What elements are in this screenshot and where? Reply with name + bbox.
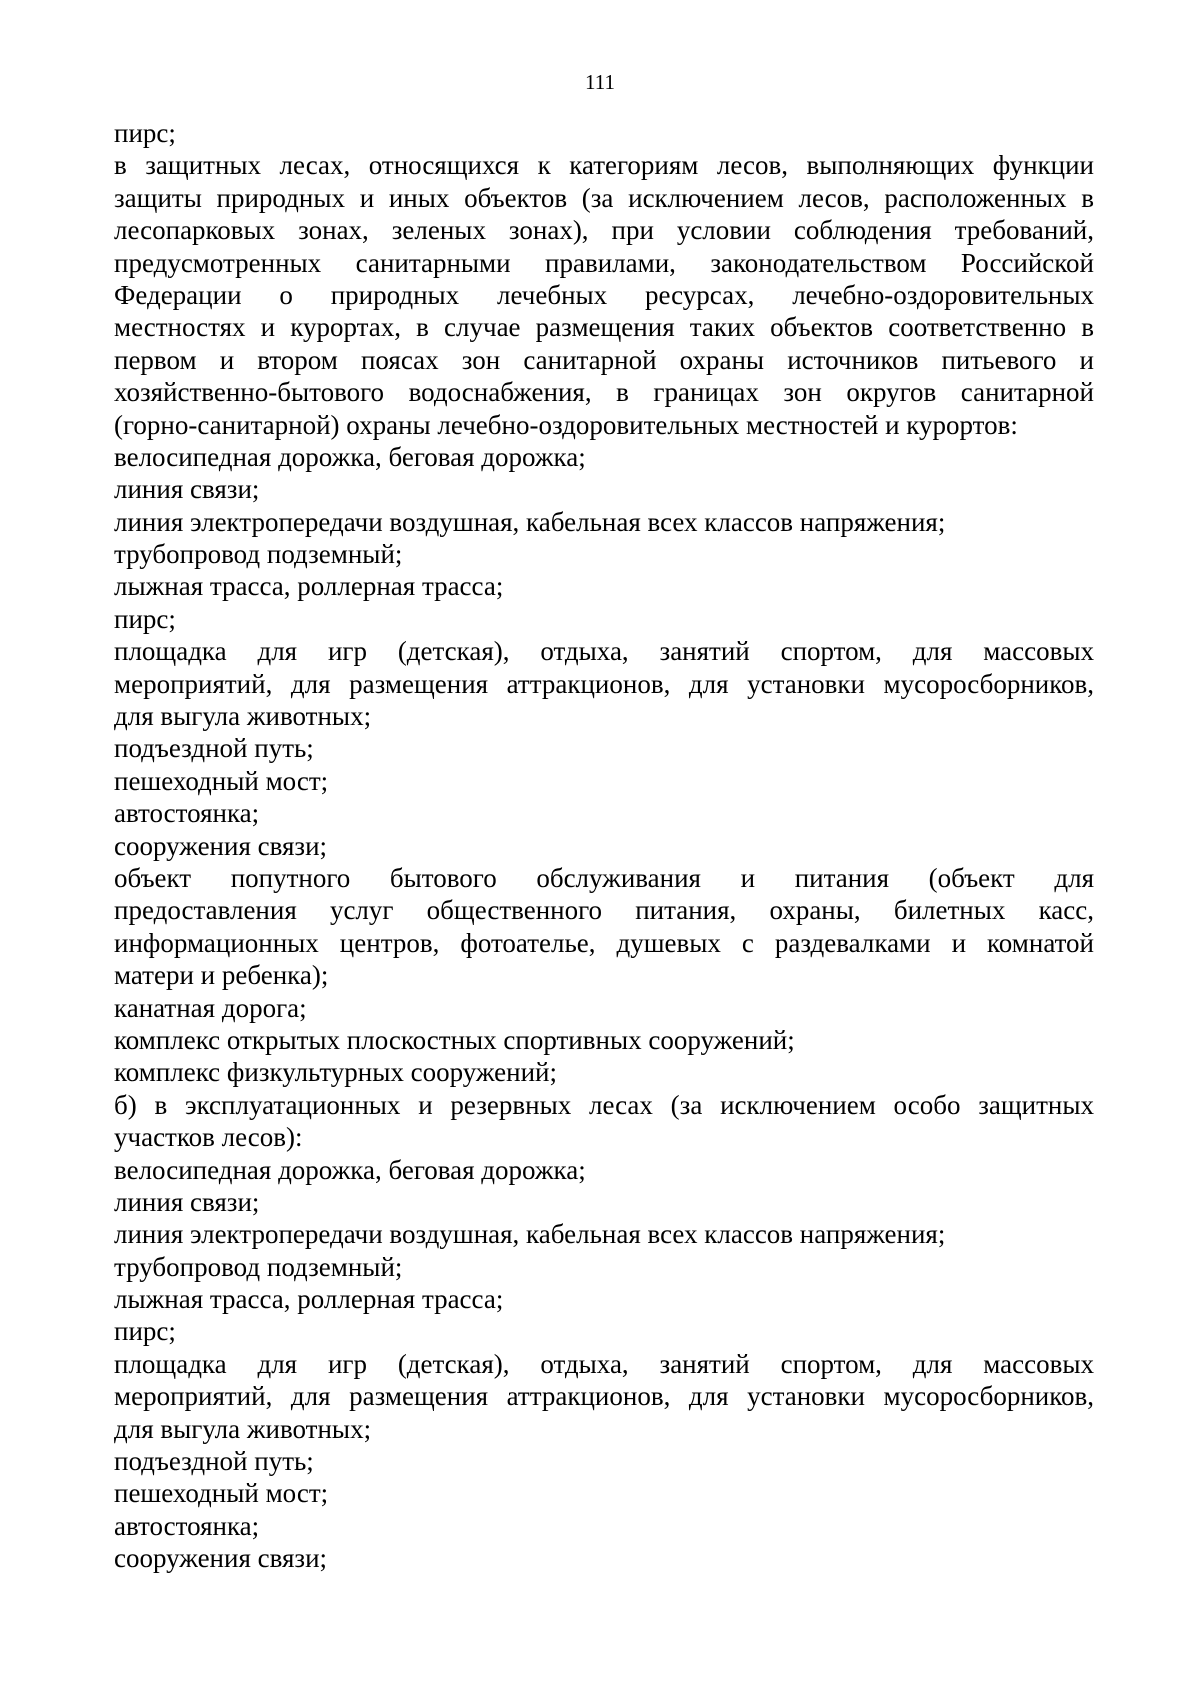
text-line: (горно-санитарной) охраны лечебно-оздоровительных местностей и курортов: xyxy=(114,409,1018,440)
text-line: велосипедная дорожка, беговая дорожка; xyxy=(114,441,586,472)
text-line: сооружения связи; xyxy=(114,1543,328,1574)
text-line: автостоянка; xyxy=(114,798,260,829)
text-line: пирс; xyxy=(114,118,176,148)
document-body xyxy=(114,117,1094,1575)
text-line: защиты природных и иных объектов (за исключением лесов, расположенных в xyxy=(114,182,1094,213)
paragraph xyxy=(114,1089,1094,1154)
paragraph xyxy=(114,1477,1094,1509)
text-line: информационных центров, фотоателье, душевых с раздевалками и комнатой xyxy=(114,927,1094,958)
text-line: матери и ребенка); xyxy=(114,960,329,991)
text-line: подъездной путь; xyxy=(114,733,314,764)
text-line: автостоянка; xyxy=(114,1510,260,1541)
text-line: первом и втором поясах зон санитарной охраны источников питьевого и xyxy=(114,344,1094,375)
text-line: подъездной путь; xyxy=(114,1446,314,1477)
text-line: комплекс открытых плоскостных спортивных сооружений; xyxy=(114,1024,795,1055)
paragraph xyxy=(114,830,1094,862)
paragraph xyxy=(114,1283,1094,1315)
text-line: местностях и курортах, в случае размещения таких объектов соответственно в xyxy=(114,312,1094,343)
text-line: для выгула животных; xyxy=(114,1413,372,1444)
text-line: велосипедная дорожка, беговая дорожка; xyxy=(114,1154,586,1185)
page-number: 111 xyxy=(585,70,615,94)
paragraph xyxy=(114,506,1094,538)
paragraph xyxy=(114,1154,1094,1186)
paragraph xyxy=(114,797,1094,829)
paragraph xyxy=(114,1251,1094,1283)
text-line: площадка для игр (детская), отдыха, занятий спортом, для массовых xyxy=(114,636,1094,667)
text-line: предусмотренных санитарными правилами, законодательством Российской xyxy=(114,247,1094,278)
text-line: пирс; xyxy=(114,1316,176,1347)
text-line: трубопровод подземный; xyxy=(114,539,403,570)
paragraph xyxy=(114,538,1094,570)
paragraph xyxy=(114,732,1094,764)
paragraph xyxy=(114,1445,1094,1477)
paragraph xyxy=(114,1218,1094,1250)
paragraph xyxy=(114,149,1094,441)
text-line: в защитных лесах, относящихся к категориям лесов, выполняющих функции xyxy=(114,150,1094,181)
paragraph xyxy=(114,473,1094,505)
paragraph xyxy=(114,1315,1094,1347)
text-line: пирс; xyxy=(114,603,176,634)
paragraph xyxy=(114,1024,1094,1056)
paragraph xyxy=(114,635,1094,732)
paragraph xyxy=(114,1186,1094,1218)
text-line: для выгула животных; xyxy=(114,701,372,732)
text-line: комплекс физкультурных сооружений; xyxy=(114,1057,558,1088)
text-line: линия электропередачи воздушная, кабельная всех классов напряжения; xyxy=(114,506,946,537)
paragraph xyxy=(114,765,1094,797)
text-line: сооружения связи; xyxy=(114,830,328,861)
paragraph xyxy=(114,570,1094,602)
text-line: лесопарковых зонах, зеленых зонах), при условии соблюдения требований, xyxy=(114,215,1094,246)
paragraph xyxy=(114,862,1094,992)
text-line: площадка для игр (детская), отдыха, занятий спортом, для массовых xyxy=(114,1348,1094,1379)
paragraph xyxy=(114,441,1094,473)
text-line: канатная дорога; xyxy=(114,992,307,1023)
text-line: пешеходный мост; xyxy=(114,765,329,796)
text-line: мероприятий, для размещения аттракционов, для установки мусоросборников, xyxy=(114,1381,1094,1412)
paragraph xyxy=(114,1056,1094,1088)
text-line: объект попутного бытового обслуживания и питания (объект для xyxy=(114,862,1094,893)
paragraph xyxy=(114,603,1094,635)
text-line: линия электропередачи воздушная, кабельная всех классов напряжения; xyxy=(114,1219,946,1250)
paragraph xyxy=(114,1348,1094,1445)
text-line: трубопровод подземный; xyxy=(114,1251,403,1282)
text-line: пешеходный мост; xyxy=(114,1478,329,1509)
text-line: участков лесов): xyxy=(114,1122,303,1153)
paragraph xyxy=(114,1510,1094,1542)
text-line: б) в эксплуатационных и резервных лесах (за исключением особо защитных xyxy=(114,1089,1094,1120)
text-line: линия связи; xyxy=(114,1186,260,1217)
paragraph xyxy=(114,1542,1094,1574)
text-line: линия связи; xyxy=(114,474,260,505)
text-line: предоставления услуг общественного питания, охраны, билетных касс, xyxy=(114,895,1094,926)
text-line: хозяйственно-бытового водоснабжения, в границах зон округов санитарной xyxy=(114,377,1094,408)
text-line: Федерации о природных лечебных ресурсах, лечебно-оздоровительных xyxy=(114,279,1094,310)
paragraph xyxy=(114,992,1094,1024)
paragraph xyxy=(114,117,1094,149)
text-line: мероприятий, для размещения аттракционов, для установки мусоросборников, xyxy=(114,668,1094,699)
text-line: лыжная трасса, роллерная трасса; xyxy=(114,1284,504,1315)
text-line: лыжная трасса, роллерная трасса; xyxy=(114,571,504,602)
